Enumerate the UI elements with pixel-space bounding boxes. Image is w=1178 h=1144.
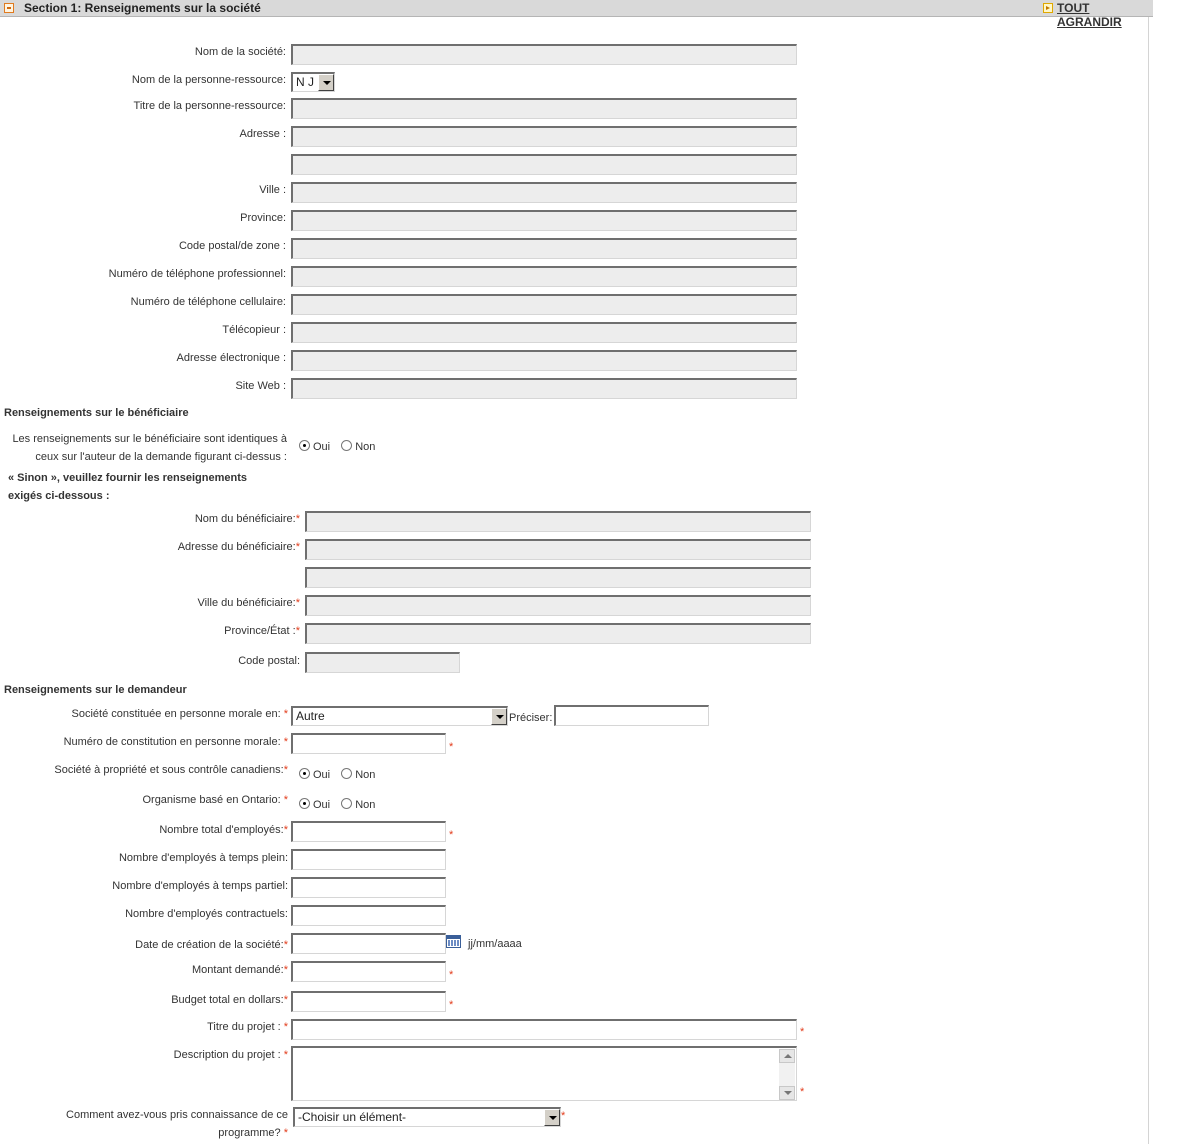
fax-label: Télécopieur : <box>222 324 286 336</box>
province-label: Province: <box>240 212 286 224</box>
contact-title-field[interactable] <box>291 98 797 119</box>
fulltime-employees-field[interactable] <box>291 849 446 870</box>
ontario-based-no-radio[interactable] <box>341 798 352 809</box>
scroll-up-icon[interactable] <box>779 1049 795 1063</box>
fax-field[interactable] <box>291 322 797 343</box>
beneficiary-province-field[interactable] <box>305 623 811 644</box>
contact-title-label: Titre de la personne-ressource: <box>133 100 286 112</box>
email-label: Adresse électronique : <box>176 352 286 364</box>
email-field[interactable] <box>291 350 797 371</box>
canadian-owned-no-radio[interactable] <box>341 768 352 779</box>
address-line2-field[interactable] <box>291 154 797 175</box>
incorporation-number-field[interactable] <box>291 733 446 754</box>
fulltime-employees-label: Nombre d'employés à temps plein: <box>118 852 288 864</box>
ontario-based-label: Organisme basé en Ontario: * <box>142 794 288 806</box>
postal-code-field[interactable] <box>291 238 797 259</box>
required-marker: * <box>449 829 454 841</box>
beneficiary-name-label: Nom du bénéficiaire:* <box>194 513 300 525</box>
heard-about-select[interactable] <box>293 1107 561 1127</box>
address-line1-field[interactable] <box>291 126 797 147</box>
company-name-field[interactable] <box>291 44 797 65</box>
section-title: Section 1: Renseignements sur la société <box>24 1 261 15</box>
chevron-down-icon[interactable] <box>318 74 334 91</box>
textarea-scrollbar[interactable] <box>779 1049 795 1100</box>
calendar-icon[interactable] <box>446 935 461 948</box>
required-marker: * <box>561 1110 566 1122</box>
project-title-label: Titre du projet : * <box>207 1021 288 1033</box>
ontario-based-yes-radio[interactable] <box>299 798 310 809</box>
incorporated-label: Société constituée en personne morale en: * <box>71 708 288 720</box>
required-marker: * <box>800 1026 805 1038</box>
company-name-label: Nom de la société: <box>194 46 286 58</box>
city-field[interactable] <box>291 182 797 203</box>
beneficiary-same-yes-radio[interactable] <box>299 440 310 451</box>
collapse-icon[interactable] <box>4 3 14 13</box>
yes-label: Oui <box>313 441 331 453</box>
no-label: Non <box>355 769 376 781</box>
contact-name-label: Nom de la personne-ressource: <box>131 74 286 86</box>
city-label: Ville : <box>259 184 286 196</box>
work-phone-label: Numéro de téléphone professionnel: <box>108 268 286 280</box>
chevron-down-icon[interactable] <box>544 1109 560 1126</box>
incorporated-value: Autre <box>296 709 325 723</box>
total-employees-label: Nombre total d'employés:* <box>159 824 288 836</box>
beneficiary-same-question: Les renseignements sur le bénéficiaire sont identiques à ceux sur l'auteur de la demande figurant ci-dessus : <box>12 433 287 463</box>
required-marker: * <box>449 741 454 753</box>
chevron-down-icon[interactable] <box>491 708 507 725</box>
expand-all-link[interactable]: TOUT AGRANDIR <box>1057 1 1122 29</box>
incorporation-number-label: Numéro de constitution en personne morale: * <box>63 736 288 748</box>
beneficiary-same-no-radio[interactable] <box>341 440 352 451</box>
work-phone-field[interactable] <box>291 266 797 287</box>
section-header[interactable] <box>0 0 1153 29</box>
scroll-down-icon[interactable] <box>779 1086 795 1100</box>
contract-employees-label: Nombre d'employés contractuels: <box>125 908 288 920</box>
date-format-hint: jj/mm/aaaa <box>468 938 522 950</box>
beneficiary-address-line1-field[interactable] <box>305 539 811 560</box>
contact-name-select[interactable] <box>291 72 335 92</box>
beneficiary-heading: Renseignements sur le bénéficiaire <box>4 407 189 419</box>
cell-phone-field[interactable] <box>291 294 797 315</box>
if-not-instruction-line1: « Sinon », veuillez fournir les renseignements <box>8 472 248 484</box>
required-marker: * <box>449 999 454 1011</box>
page-right-border <box>1148 0 1149 1144</box>
postal-code-label: Code postal/de zone : <box>178 240 286 252</box>
heard-about-value: -Choisir un élément- <box>298 1110 407 1124</box>
total-budget-label: Budget total en dollars:* <box>171 994 288 1006</box>
ontario-based-radio-group <box>299 798 383 811</box>
beneficiary-city-label: Ville du bénéficiaire:* <box>197 597 300 609</box>
if-not-instruction-line2: exigés ci-dessous : <box>8 490 110 502</box>
total-employees-field[interactable] <box>291 821 446 842</box>
incorporated-select[interactable] <box>291 706 508 726</box>
parttime-employees-field[interactable] <box>291 877 446 898</box>
expand-icon[interactable] <box>1043 3 1053 13</box>
required-marker: * <box>449 969 454 981</box>
specify-label: Préciser: <box>509 712 553 724</box>
canadian-owned-yes-radio[interactable] <box>299 768 310 779</box>
website-field[interactable] <box>291 378 797 399</box>
beneficiary-same-radio-group <box>299 440 383 453</box>
applicant-heading: Renseignements sur le demandeur <box>4 684 187 696</box>
no-label: Non <box>355 799 376 811</box>
creation-date-label: Date de création de la société:* <box>135 939 288 951</box>
beneficiary-postal-label: Code postal: <box>238 655 300 667</box>
heard-about-label-line2: programme? * <box>218 1127 288 1139</box>
beneficiary-name-field[interactable] <box>305 511 811 532</box>
website-label: Site Web : <box>235 380 286 392</box>
cell-phone-label: Numéro de téléphone cellulaire: <box>130 296 286 308</box>
beneficiary-address-line2-field[interactable] <box>305 567 811 588</box>
beneficiary-address-label: Adresse du bénéficiaire:* <box>177 541 300 553</box>
project-description-label: Description du projet : * <box>173 1049 288 1061</box>
parttime-employees-label: Nombre d'employés à temps partiel: <box>112 880 288 892</box>
yes-label: Oui <box>313 799 331 811</box>
canadian-owned-label: Société à propriété et sous contrôle canadiens:* <box>54 764 288 776</box>
specify-field[interactable] <box>554 705 709 726</box>
project-description-textarea[interactable] <box>291 1046 797 1101</box>
creation-date-field[interactable] <box>291 933 446 954</box>
beneficiary-province-label: Province/État :* <box>224 625 300 637</box>
required-marker: * <box>800 1086 805 1098</box>
total-budget-field[interactable] <box>291 991 446 1012</box>
province-field[interactable] <box>291 210 797 231</box>
heard-about-label-line1: Comment avez-vous pris connaissance de ce <box>66 1109 288 1121</box>
yes-label: Oui <box>313 769 331 781</box>
beneficiary-postal-field[interactable] <box>305 652 460 673</box>
contract-employees-field[interactable] <box>291 905 446 926</box>
address-label: Adresse : <box>239 128 286 140</box>
project-title-field[interactable] <box>291 1019 797 1040</box>
amount-requested-field[interactable] <box>291 961 446 982</box>
canadian-owned-radio-group <box>299 768 383 781</box>
contact-name-value: N J <box>296 75 314 89</box>
amount-requested-label: Montant demandé:* <box>191 964 288 976</box>
beneficiary-city-field[interactable] <box>305 595 811 616</box>
no-label: Non <box>355 441 376 453</box>
